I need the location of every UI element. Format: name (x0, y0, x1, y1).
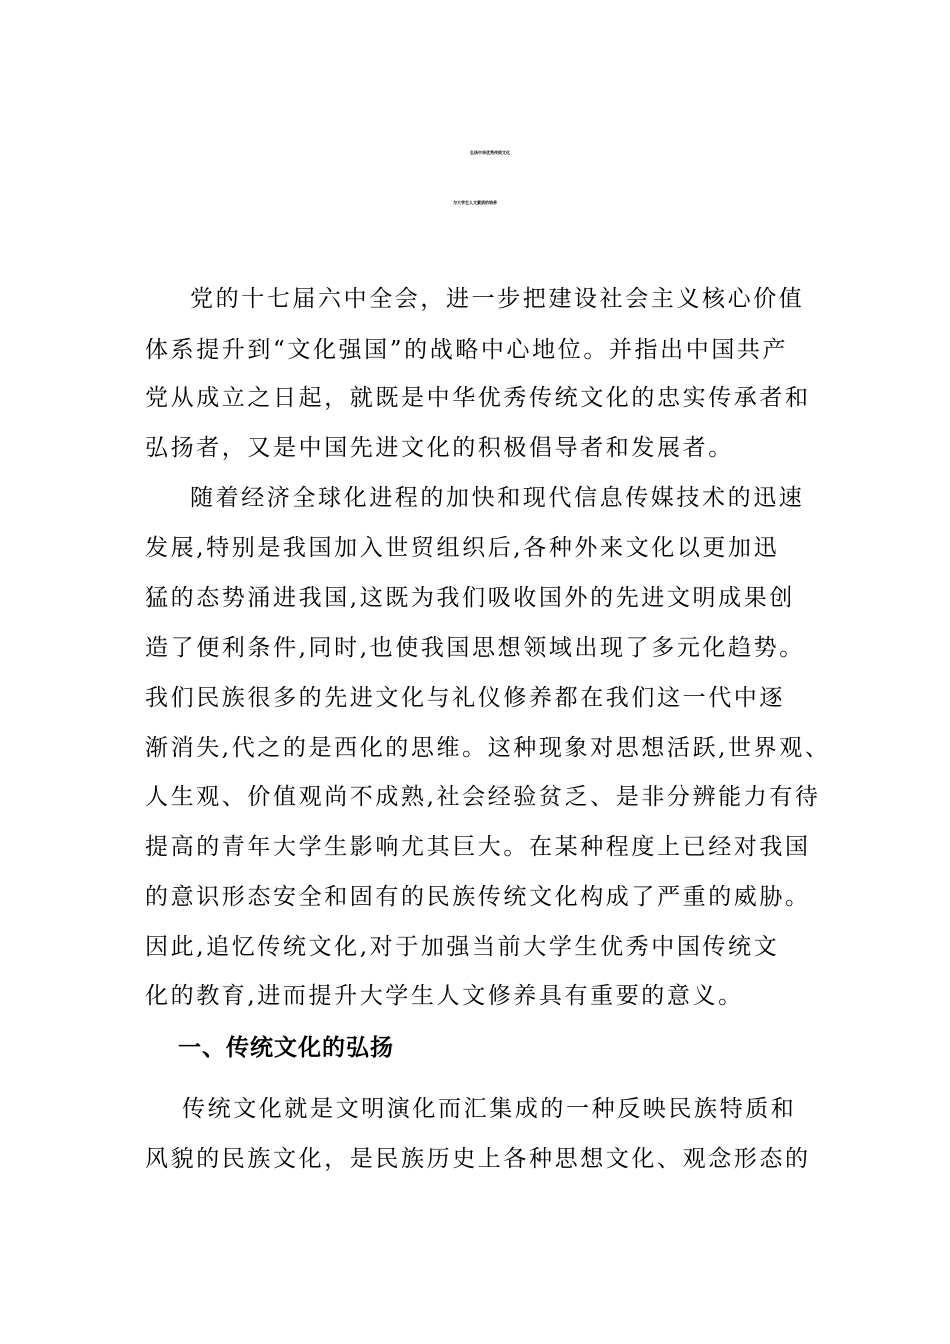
paragraph-line: 体系提升到“文化强国”的战略中心地位。并指出中国共产 (145, 337, 789, 363)
paragraph-line: 猛的态势涌进我国,这既为我们吸收国外的先进文明成果创 (145, 585, 795, 611)
paragraph-line: 传统文化就是文明演化而汇集成的一种反映民族特质和 (182, 1096, 797, 1122)
paragraph-line: 渐消失,代之的是西化的思维。这种现象对思想活跃,世界观、 (145, 735, 831, 761)
paragraph-line: 随着经济全球化进程的加快和现代信息传媒技术的迅速 (190, 485, 805, 511)
paragraph-line: 我们民族很多的先进文化与礼仪修养都在我们这一代中逐 (145, 685, 785, 711)
paragraph-line: 化的教育,进而提升大学生人文修养具有重要的意义。 (145, 983, 744, 1009)
paragraph-line: 的意识形态安全和固有的民族传统文化构成了严重的威胁。 (145, 884, 811, 910)
paragraph-line: 党的十七届六中全会，进一步把建设社会主义核心价值 (190, 286, 805, 312)
paragraph-line: 提高的青年大学生影响尤其巨大。在某种程度上已经对我国 (145, 834, 811, 860)
paragraph-line: 人生观、价值观尚不成熟,社会经验贫乏、是非分辨能力有待 (145, 784, 821, 810)
paragraph-line: 发展,特别是我国加入世贸组织后,各种外来文化以更加迅 (145, 535, 780, 561)
document-title-line-2: 与大学生人文素质的培养 (453, 200, 497, 205)
document-title-line-1: 弘扬中华优秀传统文化 (470, 150, 510, 155)
paragraph-line: 弘扬者，又是中国先进文化的积极倡导者和发展者。 (145, 435, 734, 461)
paragraph-line: 风貌的民族文化，是民族历史上各种思想文化、观念形态的 (145, 1146, 811, 1172)
section-heading: 一、传统文化的弘扬 (178, 1035, 394, 1061)
paragraph-line: 因此,追忆传统文化,对于加强当前大学生优秀中国传统文 (145, 934, 780, 960)
paragraph-line: 党从成立之日起，就既是中华优秀传统文化的忠实传承者和 (145, 385, 811, 411)
paragraph-line: 造了便利条件,同时,也使我国思想领域出现了多元化趋势。 (145, 635, 805, 661)
